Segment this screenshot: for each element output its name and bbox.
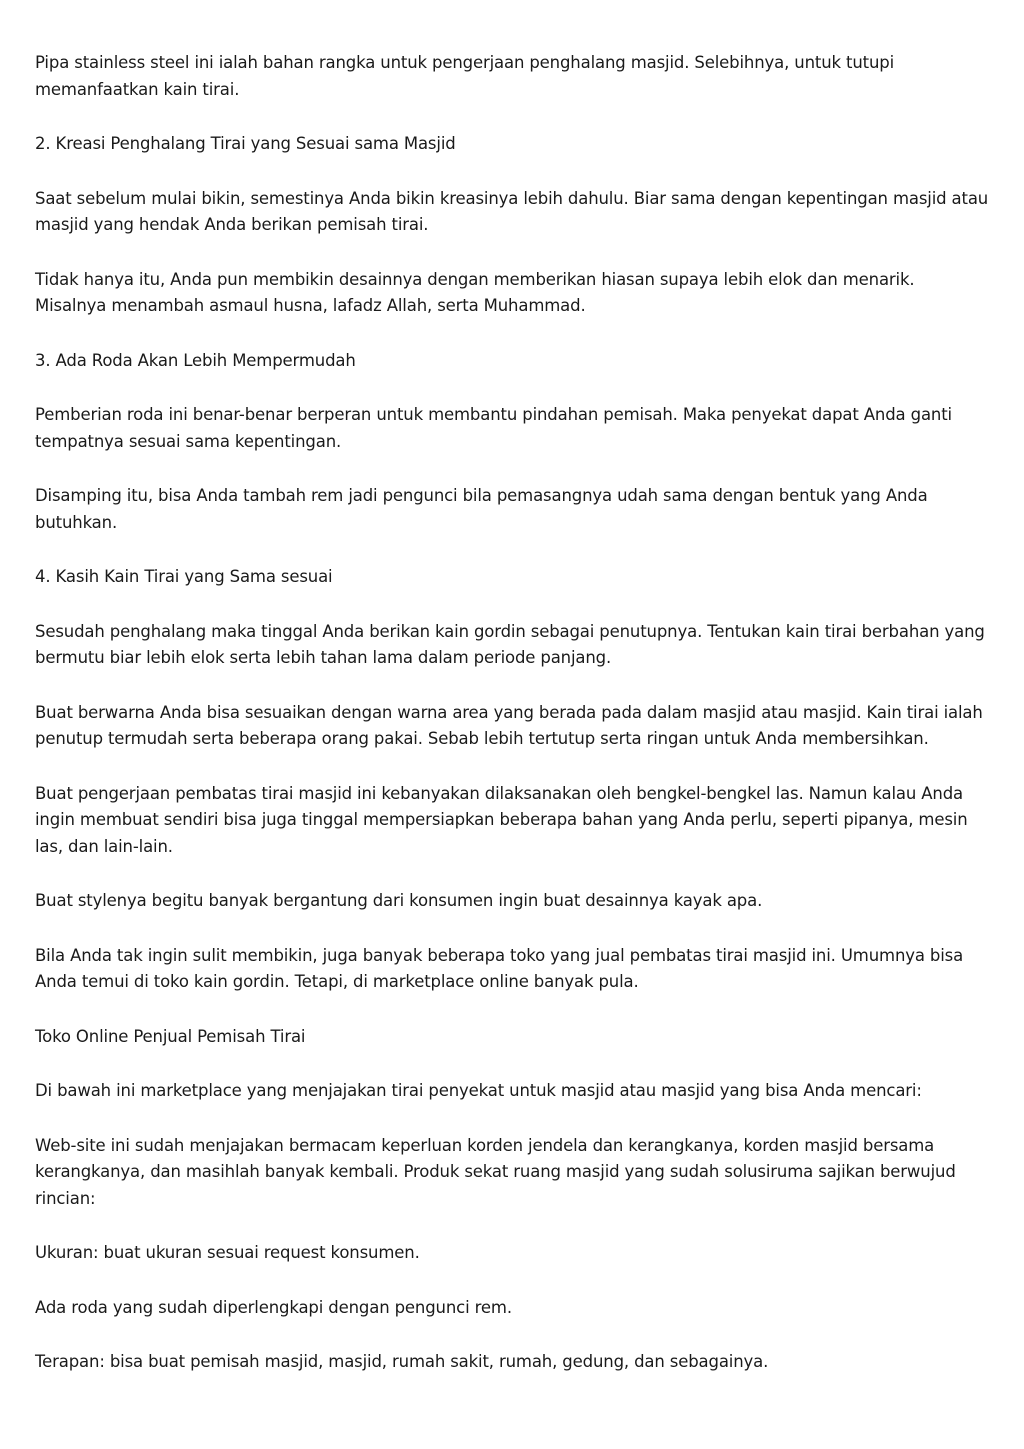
section-heading-3: 3. Ada Roda Akan Lebih Mempermudah	[35, 350, 356, 370]
paragraph-design-first: Saat sebelum mulai bikin, semestinya Anda bikin kreasinya lebih dahulu. Biar sama dengan kepentingan masjid atau masjid yang hendak Anda berikan pemisah tirai.	[35, 188, 989, 234]
paragraph-intro-pipe: Pipa stainless steel ini ialah bahan rangka untuk pengerjaan penghalang masjid. Selebihnya, untuk tutupi memanfaatkan kain tirai.	[35, 53, 895, 99]
paragraph-shops: Bila Anda tak ingin sulit membikin, juga banyak beberapa toko yang jual pembatas tirai masjid ini. Umumnya bisa Anda temui di toko kain gordin. Tetapi, di marketplace online banyak pula.	[35, 945, 964, 991]
list-item-size: Ukuran: buat ukuran sesuai request konsumen.	[35, 1243, 420, 1262]
paragraph-workshop: Buat pengerjaan pembatas tirai masjid ini kebanyakan dilaksanakan oleh bengkel-bengkel las. Namun kalau Anda ingin membuat sendiri bisa juga tinggal mempersiapkan beberapa bahan yang Anda perlu, seperti pipanya, mesin las, dan lain-lain.	[35, 783, 968, 856]
paragraph-wheels: Pemberian roda ini benar-benar berperan untuk membantu pindahan pemisah. Maka penyekat dapat Anda ganti tempatnya sesuai sama kepentingan.	[35, 405, 952, 451]
paragraph-color: Buat berwarna Anda bisa sesuaikan dengan warna area yang berada pada dalam masjid atau masjid. Kain tirai ialah penutup termudah serta beberapa orang pakai. Sebab lebih tertutup serta ringan untuk Anda membersihkan.	[35, 702, 983, 748]
section-heading-4: 4. Kasih Kain Tirai yang Sama sesuai	[35, 567, 333, 586]
paragraph-website: Web-site ini sudah menjajakan bermacam keperluan korden jendela dan kerangkanya, korden masjid bersama kerangkanya, dan masihlah banyak kembali. Produk sekat ruang masjid yang sudah solusiruma sajikan berwujud rincian:	[35, 1135, 956, 1208]
paragraph-style: Buat stylenya begitu banyak bergantung dari konsumen ingin buat desainnya kayak apa.	[35, 891, 763, 910]
list-item-wheels: Ada roda yang sudah diperlengkapi dengan pengunci rem.	[35, 1297, 512, 1317]
list-item-application: Terapan: bisa buat pemisah masjid, masjid, rumah sakit, rumah, gedung, dan sebagainya.	[35, 1352, 769, 1371]
paragraph-curtain-fabric: Sesudah penghalang maka tinggal Anda berikan kain gordin sebagai penutupnya. Tentukan kain tirai berbahan yang bermutu biar lebih elok serta lebih tahan lama dalam periode panjang.	[35, 621, 985, 667]
paragraph-brake: Disamping itu, bisa Anda tambah rem jadi pengunci bila pemasangnya udah sama dengan bentuk yang Anda butuhkan.	[35, 486, 928, 532]
section-heading-online-shop: Toko Online Penjual Pemisah Tirai	[35, 1026, 306, 1046]
section-heading-2: 2. Kreasi Penghalang Tirai yang Sesuai sama Masjid	[35, 134, 456, 153]
paragraph-marketplace: Di bawah ini marketplace yang menjajakan tirai penyekat untuk masjid atau masjid yang bisa Anda mencari:	[35, 1081, 922, 1100]
paragraph-decoration: Tidak hanya itu, Anda pun membikin desainnya dengan memberikan hiasan supaya lebih elok dan menarik. Misalnya menambah asmaul husna, lafadz Allah, serta Muhammad.	[35, 269, 915, 315]
